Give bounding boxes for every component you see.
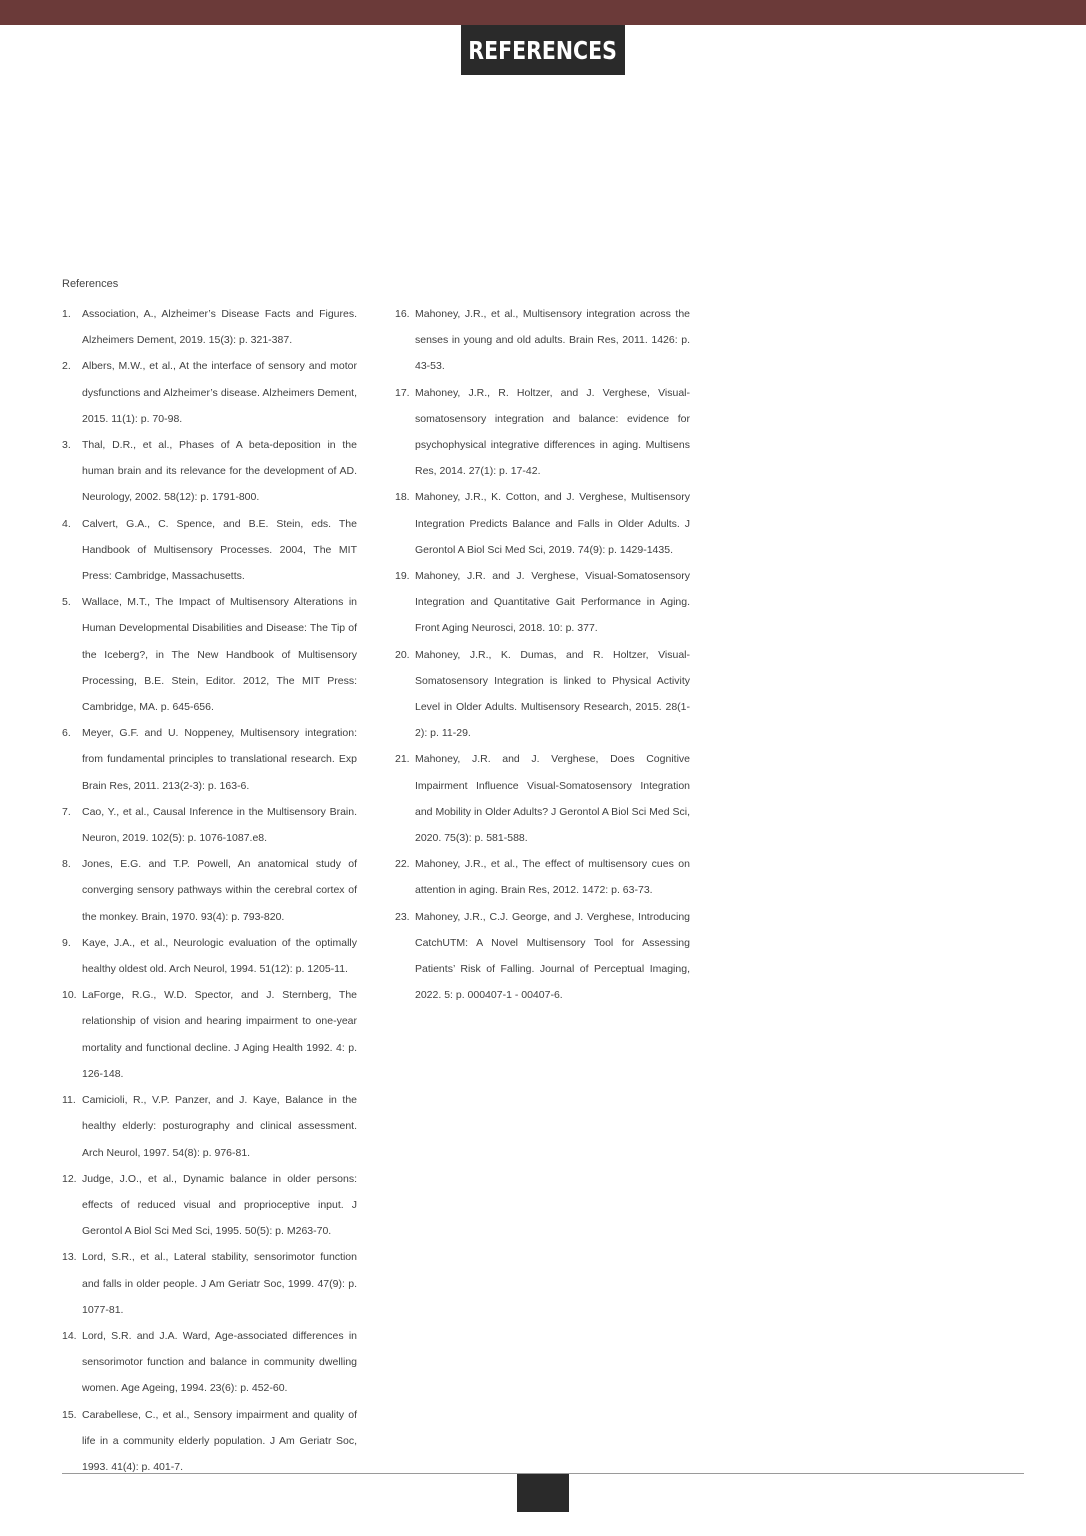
reference-text: Lord, S.R., et al., Lateral stability, sensorimotor function and falls in older people. J Am Geriatr Soc, 1999. 47(9): p. 1077-81.: [82, 1251, 357, 1316]
reference-item: [62, 432, 357, 511]
references-right-column: [395, 301, 690, 1008]
reference-text: Kaye, J.A., et al., Neurologic evaluation of the optimally healthy oldest old. Arch Neurol, 1994. 51(12): p. 1205-11.: [82, 936, 357, 976]
reference-number: 9.: [62, 936, 71, 949]
reference-text: Meyer, G.F. and U. Noppeney, Multisensory integration: from fundamental principles to translational research. Exp Brain Res, 2011. 213(2-3): p. 163-6.: [82, 727, 357, 792]
reference-number: 5.: [62, 596, 71, 609]
reference-item: [62, 589, 357, 720]
reference-number: 15.: [62, 1408, 77, 1421]
reference-number: 3.: [62, 439, 71, 452]
reference-number: 21.: [395, 753, 410, 766]
reference-number: 7.: [62, 805, 71, 818]
reference-number: 11.: [62, 1094, 76, 1107]
reference-item: [62, 1323, 357, 1402]
reference-text: Albers, M.W., et al., At the interface of sensory and motor dysfunctions and Alzheimer’s disease. Alzheimers Dement, 2015. 11(1): p. 70-98.: [82, 360, 357, 425]
reference-text: Camicioli, R., V.P. Panzer, and J. Kaye, Balance in the healthy elderly: posturography and clinical assessment. Arch Neurol, 1997. 54(8): p. 976-81.: [82, 1094, 357, 1159]
reference-number: 17.: [395, 386, 410, 399]
reference-text: Mahoney, J.R., C.J. George, and J. Verghese, Introducing CatchUTM: A Novel Multisensory Tool for Assessing Patients’ Risk of Falling. Journal of Perceptual Imaging, 2022. 5: p. 000407-1 - 00407-6.: [415, 910, 690, 1002]
page-title-text: REFERENCES: [468, 35, 618, 65]
references-heading: References: [62, 278, 119, 290]
reference-item: [62, 301, 357, 353]
reference-item: [62, 930, 357, 982]
reference-item: [62, 1402, 357, 1481]
reference-item: [395, 904, 690, 1009]
reference-text: Mahoney, J.R., et al., The effect of multisensory cues on attention in aging. Brain Res, 2012. 1472: p. 63-73.: [415, 858, 690, 897]
reference-item: [395, 484, 690, 563]
reference-number: 1.: [62, 308, 71, 320]
reference-text: Thal, D.R., et al., Phases of A beta-deposition in the human brain and its relevance for the development of AD. Neurology, 2002. 58(12): p. 1791-800.: [82, 439, 357, 504]
reference-number: 2.: [62, 360, 71, 373]
reference-item: [62, 511, 357, 590]
reference-number: 10.: [62, 989, 77, 1002]
reference-text: Cao, Y., et al., Causal Inference in the Multisensory Brain. Neuron, 2019. 102(5): p. 1076-1087.e8.: [82, 805, 357, 845]
reference-text: Jones, E.G. and T.P. Powell, An anatomical study of converging sensory pathways within the cerebral cortex of the monkey. Brain, 1970. 93(4): p. 793-820.: [82, 858, 357, 923]
reference-item: [395, 301, 690, 380]
reference-text: Wallace, M.T., The Impact of Multisensory Alterations in Human Developmental Disabilities and Disease: The Tip of the Iceberg?, in The New Handbook of Multisensory Processing, B.E. Stein, Editor. 2012, The MIT Press: Cambridge, MA. p. 645-656.: [82, 596, 357, 714]
reference-item: [62, 353, 357, 432]
reference-text: Mahoney, J.R., K. Cotton, and J. Verghese, Multisensory Integration Predicts Balance and Falls in Older Adults. J Gerontol A Biol Sci Med Sci, 2019. 74(9): p. 1429-1435.: [415, 491, 690, 556]
reference-item: [62, 1244, 357, 1323]
reference-number: 20.: [395, 648, 410, 661]
reference-item: [62, 851, 357, 930]
reference-text: Carabellese, C., et al., Sensory impairment and quality of life in a community elderly population. J Am Geriatr Soc, 1993. 41(4): p. 401-7.: [82, 1408, 357, 1473]
reference-text: Lord, S.R. and J.A. Ward, Age-associated differences in sensorimotor function and balance in community dwelling women. Age Ageing, 1994. 23(6): p. 452-60.: [82, 1329, 357, 1395]
page-number-box: [517, 1474, 569, 1512]
reference-item: [395, 380, 690, 485]
reference-text: Mahoney, J.R. and J. Verghese, Does Cognitive Impairment Influence Visual-Somatosensory Integration and Mobility in Older Adults? J Gerontol A Biol Sci Med Sci, 2020. 75(3): p. 581-588.: [415, 753, 690, 845]
reference-number: 18.: [395, 491, 410, 504]
reference-item: [62, 799, 357, 851]
reference-item: [62, 1166, 357, 1245]
reference-number: 13.: [62, 1251, 77, 1264]
reference-text: Association, A., Alzheimer’s Disease Facts and Figures. Alzheimers Dement, 2019. 15(3): p. 321-387.: [82, 308, 357, 347]
reference-text: Mahoney, J.R., R. Holtzer, and J. Verghese, Visual-somatosensory integration and balance: evidence for psychophysical integrative differences in aging. Multisens Res, 2014. 27(1): p. 17-42.: [415, 386, 690, 478]
reference-item: [395, 642, 690, 747]
reference-item: [62, 720, 357, 799]
reference-number: 16.: [395, 308, 410, 320]
reference-text: Mahoney, J.R., K. Dumas, and R. Holtzer, Visual-Somatosensory Integration is linked to Physical Activity Level in Older Adults. Multisensory Research, 2015. 28(1-2): p. 11-29.: [415, 648, 690, 740]
reference-text: Calvert, G.A., C. Spence, and B.E. Stein, eds. The Handbook of Multisensory Processes. 2004, The MIT Press: Cambridge, Massachusetts.: [82, 517, 357, 583]
reference-number: 4.: [62, 517, 71, 530]
reference-text: Mahoney, J.R. and J. Verghese, Visual-Somatosensory Integration and Quantitative Gait Performance in Aging. Front Aging Neurosci, 2018. 10: p. 377.: [415, 570, 690, 635]
reference-number: 6.: [62, 727, 71, 740]
reference-text: LaForge, R.G., W.D. Spector, and J. Sternberg, The relationship of vision and hearing impairment to one-year mortality and functional decline. J Aging Health 1992. 4: p. 126-148.: [82, 989, 357, 1080]
reference-item: [62, 982, 357, 1087]
references-left-column: [62, 301, 357, 1480]
reference-number: 19.: [395, 570, 410, 583]
reference-item: [395, 851, 690, 903]
reference-item: [395, 746, 690, 851]
reference-item: [62, 1087, 357, 1166]
reference-number: 12.: [62, 1172, 77, 1185]
page-title: [461, 25, 625, 75]
reference-number: 8.: [62, 858, 71, 871]
reference-number: 22.: [395, 858, 410, 871]
reference-number: 14.: [62, 1329, 77, 1342]
reference-text: Judge, J.O., et al., Dynamic balance in older persons: effects of reduced visual and proprioceptive input. J Gerontol A Biol Sci Med Sci, 1995. 50(5): p. M263-70.: [82, 1172, 357, 1238]
reference-number: 23.: [395, 910, 410, 923]
top-color-bar: [0, 0, 1086, 25]
reference-text: Mahoney, J.R., et al., Multisensory integration across the senses in young and old adults. Brain Res, 2011. 1426: p. 43-53.: [415, 308, 690, 373]
reference-item: [395, 563, 690, 642]
